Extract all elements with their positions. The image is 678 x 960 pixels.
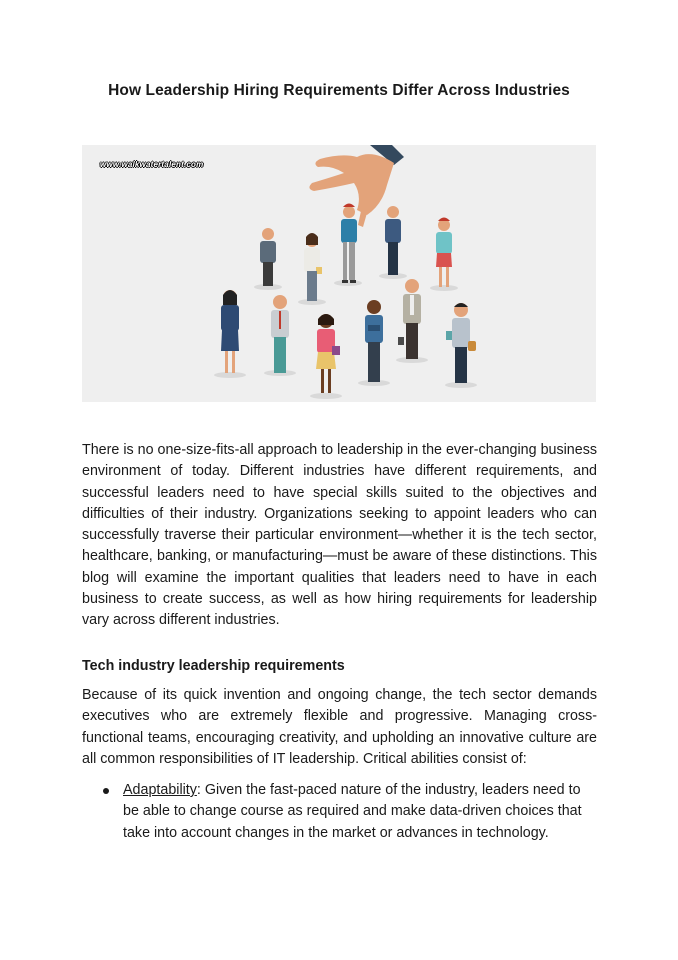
document-title: How Leadership Hiring Requirements Differ Across Industries (108, 82, 570, 99)
hero-image (82, 145, 596, 402)
leadership-illustration (82, 145, 596, 402)
bullet-icon (103, 788, 109, 794)
section-heading-tech: Tech industry leadership requirements (82, 658, 345, 674)
tech-paragraph: Because of its quick invention and ongoing change, the tech sector demands executives who are extremely flexible and progressive. Managing cross-functional teams, encouraging creativity, and upholding an innovative culture are all common responsibilities of IT leadership. Critical abilities consist of: (82, 687, 597, 767)
intro-paragraph: There is no one-size-fits-all approach to leadership in the ever-changing business environment of today. Different industries have different requirements, and successful leaders need to have special skills suited to the objectives and difficulties of their industry. Organizations seeking to appoint leaders who can successfully traverse their particular environment—whether it is the tech sector, healthcare, banking, or manufacturing—must be aware of these distinctions. This blog will examine the important qualities that leaders need to have in each business to create success, as well as how hiring requirements for leadership vary across different industries. (82, 442, 597, 629)
watermark-text: www.walkwatertalent.com (100, 160, 204, 169)
bullet-list (82, 780, 597, 844)
bullet-term: Adaptability (123, 782, 197, 798)
bullet-item-adaptability (82, 780, 597, 844)
bullet-text: : Given the fast-paced nature of the industry, leaders need to be able to change course as required and make data-driven choices that take into account changes in the market or advances in technology. (123, 782, 582, 841)
picked-leader (341, 204, 357, 284)
